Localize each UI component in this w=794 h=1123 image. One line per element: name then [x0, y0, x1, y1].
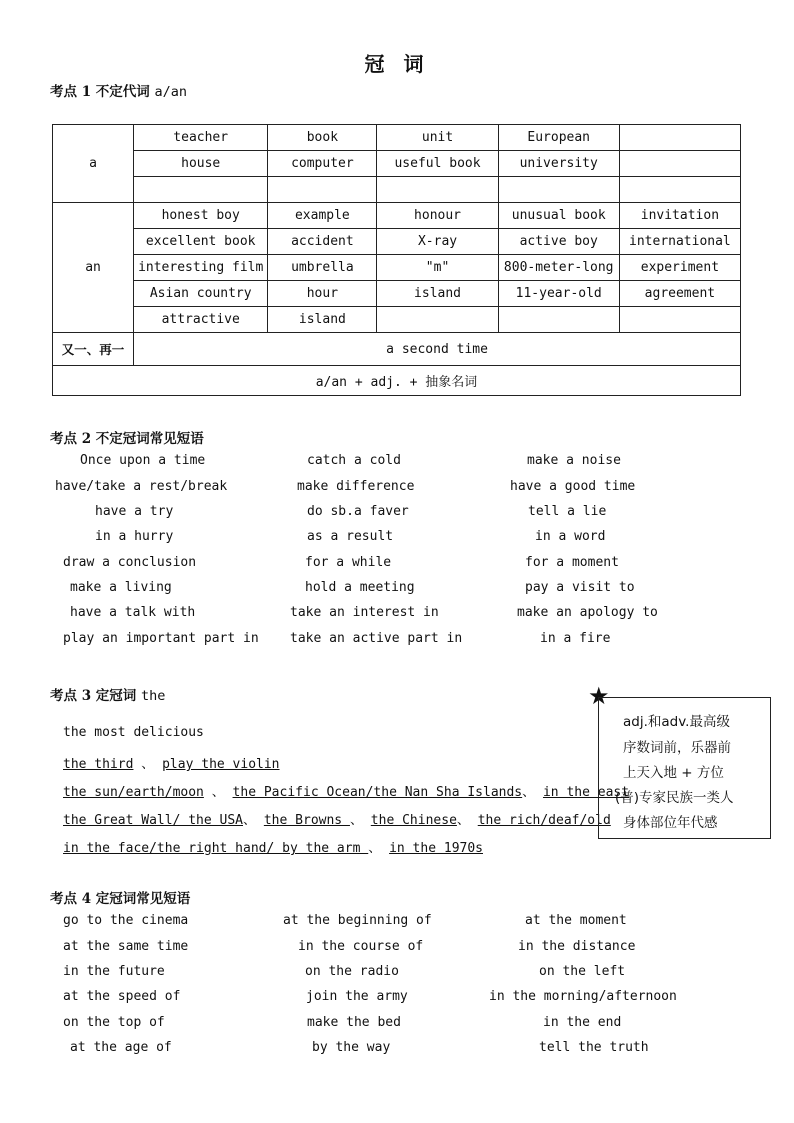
phrase: in the distance [518, 939, 636, 954]
phrase: have/take a rest/break [55, 479, 228, 494]
section-4-heading: 考点 4 定冠词常见短语 [50, 891, 191, 907]
phrase: at the speed of [63, 989, 181, 1004]
separator: 、 [368, 841, 390, 856]
the-line-2 [63, 753, 280, 772]
table-cell [498, 177, 619, 203]
phrase: do sb.a faver [307, 504, 409, 519]
table-row [53, 151, 741, 177]
phrase: on the top of [63, 1015, 165, 1030]
table-cell: European [498, 125, 619, 151]
note-line: adj.和adv.最高级 [623, 714, 730, 730]
separator: 、 [133, 757, 155, 772]
an-label: an [53, 203, 134, 333]
table-cell: active boy [498, 229, 619, 255]
phrase: at the moment [525, 913, 627, 928]
table-cell: international [619, 229, 740, 255]
phrase: in a fire [540, 631, 611, 646]
note-line: (普)专家民族一类人 [615, 790, 734, 806]
note-line: 身体部位年代感 [623, 815, 718, 831]
separator: 、 [522, 785, 536, 800]
again-label: 又一、再一 [53, 333, 134, 366]
phrase: have a try [95, 504, 174, 519]
table-row [53, 229, 741, 255]
table-row [53, 125, 741, 151]
phrase: make a living [70, 580, 172, 595]
table-cell: X-ray [377, 229, 498, 255]
table-cell: house [134, 151, 268, 177]
the-example: the Pacific Ocean/the Nan Sha Islands [232, 785, 523, 800]
section-1-heading [50, 80, 187, 100]
table-row [53, 177, 741, 203]
phrase: at the age of [70, 1040, 172, 1055]
table-cell: experiment [619, 255, 740, 281]
table-cell: "m" [377, 255, 498, 281]
table-cell: university [498, 151, 619, 177]
table-cell: Asian country [134, 281, 268, 307]
table-cell: example [268, 203, 377, 229]
section-3-heading [50, 684, 165, 704]
phrase: join the army [306, 989, 408, 1004]
phrase: as a result [307, 529, 394, 544]
table-cell [134, 177, 268, 203]
table-cell [619, 125, 740, 151]
phrase: make difference [297, 479, 415, 494]
phrase: tell the truth [539, 1040, 649, 1055]
table-cell: excellent book [134, 229, 268, 255]
the-example: the Chinese [370, 813, 457, 828]
table-cell [619, 151, 740, 177]
phrase: by the way [312, 1040, 391, 1055]
table-row [53, 203, 741, 229]
the-example: the Browns [263, 813, 350, 828]
note-box [598, 697, 771, 839]
phrase: for a while [305, 555, 392, 570]
table-cell: teacher [134, 125, 268, 151]
phrase: tell a lie [528, 504, 607, 519]
table-cell: honest boy [134, 203, 268, 229]
the-example: the Great Wall/ the USA [63, 813, 244, 828]
the-line-4 [63, 809, 611, 828]
table-row [53, 366, 741, 396]
phrase: make a noise [527, 453, 621, 468]
phrase: have a good time [510, 479, 636, 494]
separator: 、 [203, 785, 225, 800]
table-cell: useful book [377, 151, 498, 177]
the-example: play the violin [162, 757, 280, 772]
section-3-en: the [141, 688, 166, 704]
table-cell [268, 177, 377, 203]
table-cell: attractive [134, 307, 268, 333]
phrase: at the same time [63, 939, 189, 954]
table-cell: 800-meter-long [498, 255, 619, 281]
note-line: 序数词前，乐器前 [623, 740, 731, 756]
the-example: in the face/the right hand/ by the arm [63, 841, 369, 856]
table-row [53, 307, 741, 333]
phrase: on the left [539, 964, 626, 979]
table-cell [377, 307, 498, 333]
the-line-3 [63, 781, 629, 800]
phrase: have a talk with [70, 605, 196, 620]
phrase: in a word [535, 529, 606, 544]
a-label: a [53, 125, 134, 203]
phrase: for a moment [525, 555, 619, 570]
table-cell [619, 177, 740, 203]
note-line: 上天入地 + 方位 [623, 765, 724, 781]
phrase: catch a cold [307, 453, 401, 468]
the-example: in the east [542, 785, 630, 800]
phrase: on the radio [305, 964, 399, 979]
table-cell: invitation [619, 203, 740, 229]
separator: 、 [243, 813, 257, 828]
article-table [52, 124, 741, 396]
phrase: play an important part in [63, 631, 259, 646]
table-row [53, 255, 741, 281]
table-row [53, 281, 741, 307]
table-cell [498, 307, 619, 333]
table-cell: accident [268, 229, 377, 255]
phrase: make an apology to [517, 605, 658, 620]
table-cell: 11-year-old [498, 281, 619, 307]
phrase: Once upon a time [80, 453, 206, 468]
table-cell: agreement [619, 281, 740, 307]
the-example: the sun/earth/moon [63, 785, 204, 800]
the-line-5 [63, 837, 483, 856]
the-example: in the 1970s [389, 841, 483, 856]
table-cell: island [377, 281, 498, 307]
table-cell: book [268, 125, 377, 151]
phrase: draw a conclusion [63, 555, 197, 570]
table-cell: unit [377, 125, 498, 151]
phrase: take an active part in [290, 631, 463, 646]
phrase: in the course of [298, 939, 424, 954]
separator: 、 [349, 813, 363, 828]
table-cell: interesting film [134, 255, 268, 281]
phrase: pay a visit to [525, 580, 635, 595]
separator: 、 [456, 813, 470, 828]
table-cell: umbrella [268, 255, 377, 281]
table-cell: island [268, 307, 377, 333]
phrase: in a hurry [95, 529, 174, 544]
page-title: 冠 词 [364, 52, 430, 76]
table-cell: hour [268, 281, 377, 307]
formula-cell: a/an + adj. + 抽象名词 [53, 366, 741, 396]
phrase: in the morning/afternoon [489, 989, 677, 1004]
the-example: the rich/deaf/old [477, 813, 611, 828]
section-1-en: a/an [154, 84, 188, 100]
phrase: in the end [543, 1015, 622, 1030]
table-cell: honour [377, 203, 498, 229]
phrase: take an interest in [290, 605, 439, 620]
phrase: make the bed [307, 1015, 401, 1030]
section-1-label: 考点 1 不定代词 [50, 84, 155, 100]
phrase: go to the cinema [63, 913, 189, 928]
phrase: in the future [63, 964, 165, 979]
section-3-label: 考点 3 定冠词 [50, 688, 141, 704]
table-cell [377, 177, 498, 203]
the-example: the third [63, 757, 134, 772]
the-line-1: the most delicious [63, 725, 204, 740]
section-2-heading: 考点 2 不定冠词常见短语 [50, 431, 204, 447]
table-cell: computer [268, 151, 377, 177]
table-row [53, 333, 741, 366]
again-value: a second time [134, 333, 741, 366]
phrase: hold a meeting [305, 580, 415, 595]
star-icon: ★ [588, 682, 610, 710]
table-cell: unusual book [498, 203, 619, 229]
table-cell [619, 307, 740, 333]
phrase: at the beginning of [283, 913, 432, 928]
